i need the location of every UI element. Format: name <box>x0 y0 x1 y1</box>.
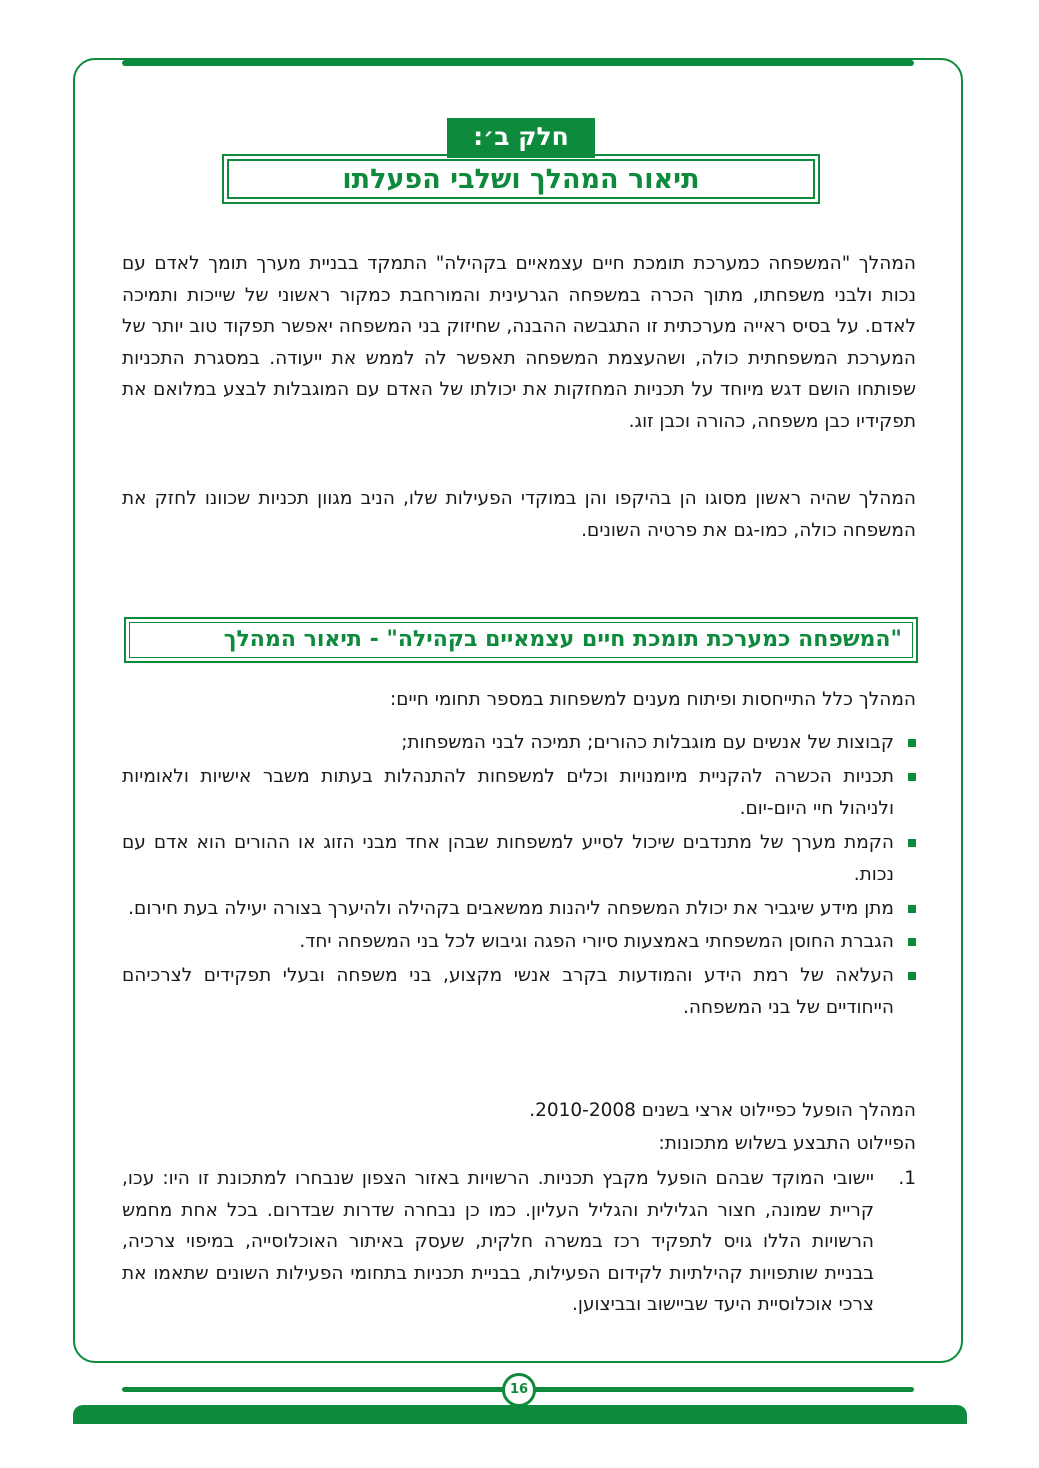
footer-line-left <box>122 1387 508 1392</box>
list-item <box>122 827 916 892</box>
list-item <box>122 727 916 760</box>
numbered-item-text: יישובי המוקד שבהם הופעל מקבץ תכניות. הרשויות באזור הצפון שנבחרו למתכונת זו היו: עכו, קריית שמונה, חצור הגלילית והגליל העליון. כמו כן נבחרה שדרות שבדרום. בכל אחת מחמש הרשויות הללו גויס לתפקיד רכז במשרה חלקית, שעסק באיתור האוכלוסייה, במיפוי צרכיה, בבניית שותפויות קהילתיות לקידום הפעילות, בבניית תכניות בתחומי הפעילות השונים שתאמו את צרכי אוכלוסיית היעד שביישוב ובביצוען. <box>122 1168 874 1315</box>
numbered-item <box>122 1163 916 1321</box>
pilot-info <box>122 1094 916 1160</box>
list-item-text: תכניות הכשרה להקניית מיומנויות וכלים למשפחות להתנהלות בעתות משבר אישיות ולאומיות ולניהול חיי היום-יום. <box>122 765 894 819</box>
paragraph-intro: המהלך "המשפחה כמערכת תומכת חיים עצמאיים בקהילה" התמקד בבניית מערך תומך לאדם עם נכות ולבני משפחתו, מתוך הכרה במשפחה הגרעינית והמורחבת כמקור ראשוני של שייכות ותמיכה לאדם. על בסיס ראייה מערכתית זו התגבשה ההבנה, שחיזוק בני המשפחה יאפשר תפקוד טוב יותר של המערכת המשפחתית כולה, ושהעצמת המשפחה תאפשר לה לממש את ייעודה. במסגרת התכניות שפותחו הושם דגש מיוחד על תכניות המחזקות את יכולתו של האדם עם המוגבלות לבצע במלואם את תפקידיו כבן משפחה, כהורה וכבן זוג. <box>122 253 916 432</box>
subsection-title: "המשפחה כמערכת תומכת חיים עצמאיים בקהילה" - תיאור המהלך <box>129 622 913 658</box>
footer-band <box>73 1405 967 1424</box>
bullet-list <box>122 727 916 1026</box>
bullet-square-icon <box>908 739 916 747</box>
list-item <box>122 960 916 1025</box>
list-item-text: העלאה של רמת הידע והמודעות בקרב אנשי מקצוע, בני משפחה ובעלי תפקידים לצרכיהם הייחודיים של בני המשפחה. <box>122 964 894 1018</box>
list-item <box>122 893 916 926</box>
pilot-formats-line: הפיילוט התבצע בשלוש מתכונות: <box>658 1133 916 1154</box>
list-item-text: קבוצות של אנשים עם מוגבלות כהורים; תמיכה לבני המשפחות; <box>401 732 894 753</box>
list-item-text: מתן מידע שיגביר את יכולת המשפחה ליהנות ממשאבים בקהילה ולהיערך בצורה יעילה בעת חירום. <box>128 897 894 919</box>
section-title-box <box>222 154 820 204</box>
top-divider <box>122 60 914 66</box>
numbered-item-number: 1. <box>898 1168 916 1189</box>
bullet-square-icon <box>908 972 916 980</box>
paragraph-second: המהלך שהיה ראשון מסוגו הן בהיקפו והן במוקדי הפעילות שלו, הניב מגוון תכניות שכוונו לחזק את המשפחה כולה, כמו-גם את פרטיה השונים. <box>122 488 916 541</box>
footer-line-right <box>532 1387 914 1392</box>
list-item-text: הגברת החוסן המשפחתי באמצעות סיורי הפגה וגיבוש לכל בני המשפחה יחד. <box>299 931 894 952</box>
bullet-square-icon <box>908 839 916 847</box>
page-number: 16 <box>502 1373 536 1407</box>
section-tab-label: חלק ב׳: <box>447 118 595 158</box>
list-item <box>122 926 916 959</box>
bullet-square-icon <box>908 938 916 946</box>
bullet-square-icon <box>908 773 916 781</box>
pilot-years-line: המהלך הופעל כפיילוט ארצי בשנים 2010-2008. <box>529 1100 916 1121</box>
bullet-square-icon <box>908 905 916 913</box>
subsection-intro: המהלך כלל התייחסות ופיתוח מענים למשפחות במספר תחומי חיים: <box>390 689 916 710</box>
list-item-text: הקמת מערך של מתנדבים שיכול לסייע למשפחות שבהן אחד מבני הזוג או ההורים הוא אדם עם נכות. <box>122 831 894 885</box>
subsection-title-box <box>124 617 918 663</box>
list-item <box>122 761 916 826</box>
section-title: תיאור המהלך ושלבי הפעלתו <box>227 159 815 199</box>
